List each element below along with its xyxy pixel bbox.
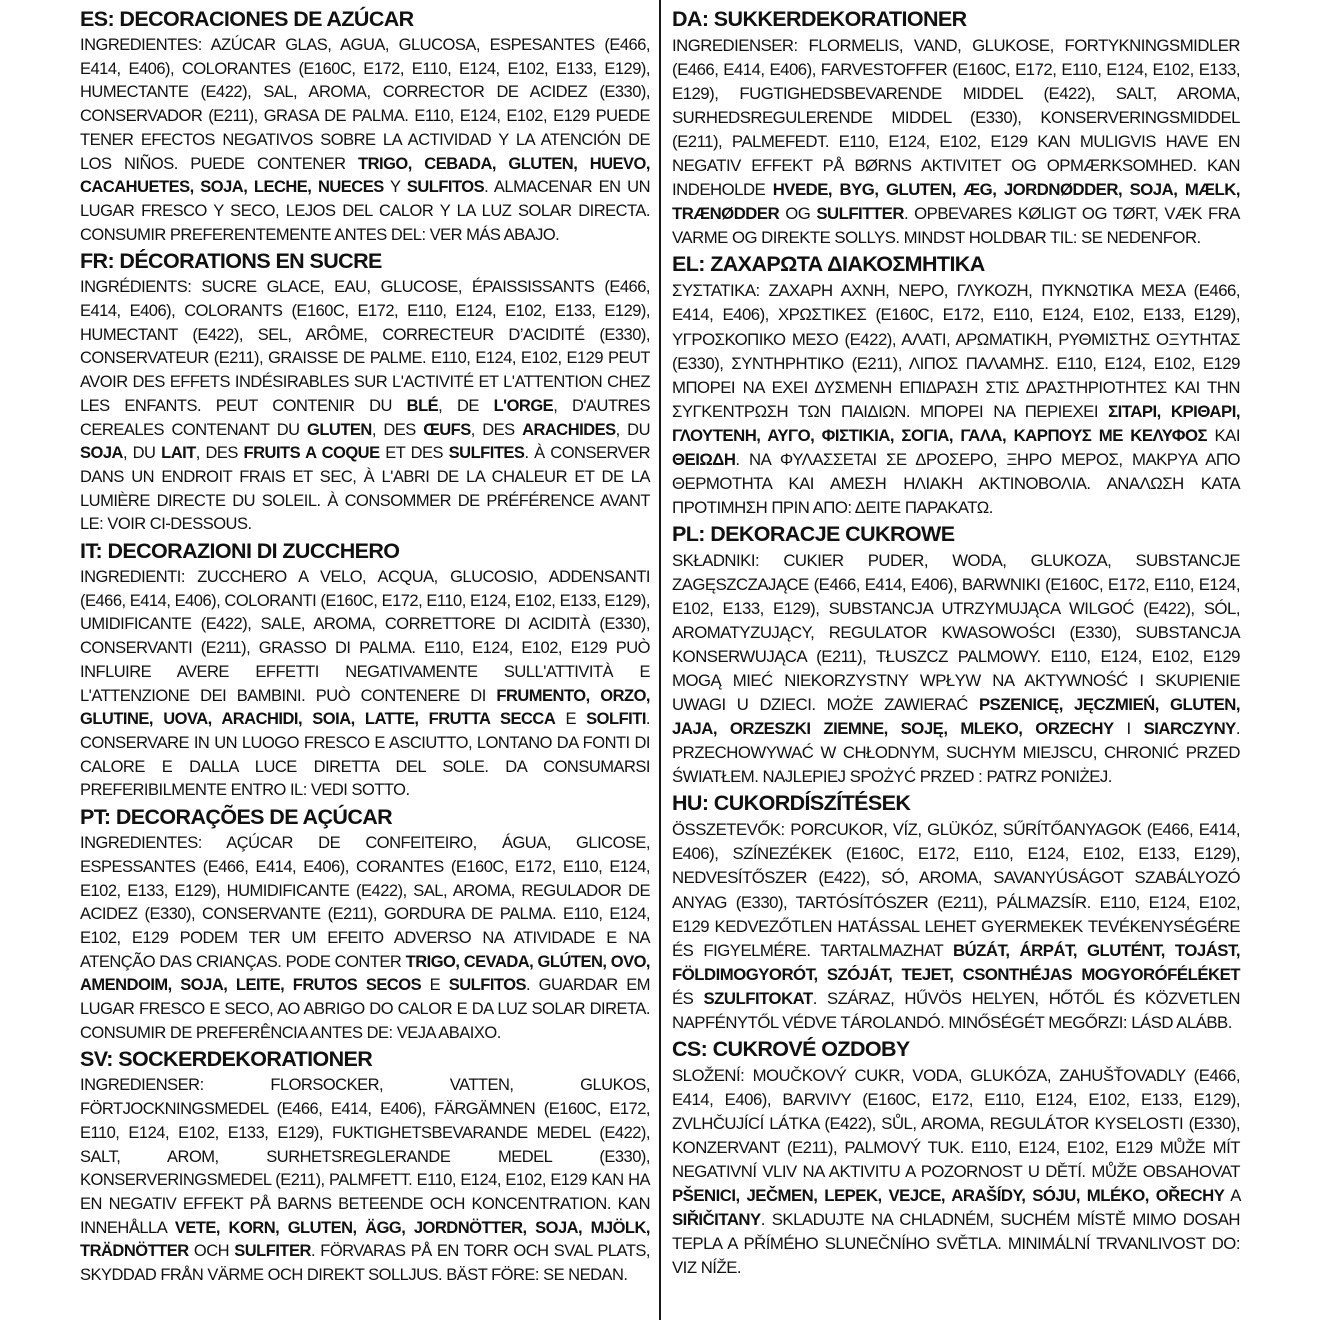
section-text-it [80,566,650,803]
ingredient-text: . À CONSERVER DANS UN ENDROIT FRAIS ET SEC, À L'ABRI DE LA CHALEUR ET DE LA LUMIÈRE DIRECTE DU SOLEIL. À CONSOMMER DE PRÉFÉRENCE AVANT LE: VOIR CI-DESSOUS. [80,444,650,534]
allergen-text: TRIGO, CEVADA, GLÚTEN, OVO, AMENDOIM, SOJA, LEITE, FRUTOS SECOS [80,952,650,995]
ingredient-text: . PRZECHOWYWAĆ W CHŁODNYM, SUCHYM MIEJSCU, CHRONIĆ PRZED ŚWIATŁEM. NAJLEPIEJ SPOŻYĆ PRZED : PATRZ PONIŻEJ. [672,719,1241,787]
language-section-da [672,6,1240,250]
section-heading-it: IT: DECORAZIONI DI ZUCCHERO [80,539,400,564]
ingredient-text: I [1113,719,1144,739]
ingredient-text: , DES [195,444,244,463]
allergen-text: HVEDE, BYG, GLUTEN, ÆG, JORDNØDDER, SOJA, MÆLK, TRÆNØDDER [672,180,1240,224]
section-heading-da: DA: SUKKERDEKORATIONER [672,7,967,31]
section-heading-sv: SV: SOCKERDEKORATIONER [80,1047,373,1072]
allergen-text: LAIT [161,444,196,463]
language-section-pt [80,804,650,1045]
right-column [672,6,1240,1281]
section-text-el [672,279,1240,519]
ingredient-text: INGREDIENSER: FLORSOCKER, VATTEN, GLUKOS, FÖRTJOCKNINGSMEDEL (E466, E414, E406), FÄRGÄMNEN (E160C, E172, E110, E124, E102, E133, E129), FUKTIGHETSBEVARANDE MEDEL (E422), SALT, AROM, SURHETSREGLERANDE MEDEL (E330), KONSERVERINGSMEDEL (E211), PALMFETT. E110, E124, E102, E129 KAN HA EN NEGATIV EFFEKT PÅ BARNS BETEENDE OCH KONCENTRATION. KAN INNEHÅLLA [80,1076,650,1237]
allergen-text: BÚZÁT, ÁRPÁT, GLUTÉNT, TOJÁST, FÖLDIMOGYORÓT, SZÓJÁT, TEJET, CSONTHÉJAS MOGYORÓFÉLÉKET [672,940,1240,984]
language-section-fr [80,248,650,537]
section-heading-pl: PL: DEKORACJE CUKROWE [672,521,955,546]
ingredient-text: OG [779,204,817,224]
allergen-text: SULFITTER [816,204,904,224]
left-column [80,6,650,1289]
section-heading-pt: PT: DECORAÇÕES DE AÇÚCAR [80,805,393,830]
ingredient-text: ET DES [379,444,449,463]
ingredient-text: . ΝΑ ΦΥΛΑΣΣΕΤΑΙ ΣΕ ΔΡΟΣΕΡΟ, ΞΗΡΟ ΜΕΡΟΣ, ΜΑΚΡΥΑ ΑΠΟ ΘΕΡΜΟΤΗΤΑ ΚΑΙ ΑΜΕΣΗ ΗΛΙΑΚΗ ΑΚΤΙΝΟΒΟΛΙΑ. ΑΝΑΛΩΣΗ ΚΑΤΑ ΠΡΟΤΙΜΗΣΗ ΠΡΙΝ ΑΠΟ: ΔΕΙΤΕ ΠΑΡΑΚΑΤΩ. [672,449,1240,517]
section-text-pl [672,549,1240,789]
section-text-hu [672,818,1240,1034]
allergen-text: SOLFITI [586,710,646,729]
ingredient-text: Y [383,178,407,197]
allergen-text: SIARCZYNY [1143,719,1236,739]
section-heading-es: ES: DECORACIONES DE AZÚCAR [80,7,414,31]
section-text-pt [80,832,650,1045]
language-section-sv [80,1046,650,1287]
allergen-text: SIŘIČITANY [672,1210,761,1230]
ingredient-text: . GUARDAR EM LUGAR FRESCO E SECO, AO ABRIGO DO CALOR E DA LUZ SOLAR DIRETA. CONSUMIR DE PREFERÊNCIA ANTES DE: VEJA ABAIXO. [80,976,650,1042]
section-heading-cs: CS: CUKROVÉ OZDOBY [672,1036,910,1061]
allergen-text: FRUMENTO, ORZO, GLUTINE, UOVA, ARACHIDI, SOIA, LATTE, FRUTTA SECCA [80,686,650,729]
allergen-text: TRIGO, CEBADA, GLUTEN, HUEVO, CACAHUETES, SOJA, LECHE, NUECES [80,154,650,197]
section-text-sv [80,1074,650,1287]
section-text-fr [80,276,650,537]
allergen-text: PSZENICĘ, JĘCZMIEŃ, GLUTEN, JAJA, ORZESZKI ZIEMNE, SOJĘ, MLEKO, ORZECHY [672,695,1240,739]
section-text-es [80,34,650,247]
ingredient-text: INGREDIENTES: AÇÚCAR DE CONFEITEIRO, ÁGUA, GLICOSE, ESPESSANTES (E466, E414, E406), CORANTES (E160C, E172, E110, E124, E102, E133, E129), HUMIDIFICANTE (E422), SAL, AROMA, REGULADOR DE ACIDEZ (E330), CONSERVANTE (E211), GORDURA DE PALMA. E110, E124, E102, E129 PODEM TER UM EFEITO ADVERSO NA ATIVIDADE E NA ATENÇÃO DAS CRIANÇAS. PODE CONTER [80,834,650,971]
ingredient-text: E [555,710,587,729]
allergen-text: PŠENICI, JEČMEN, LEPEK, VEJCE, ARAŠÍDY, SÓJU, MLÉKO, OŘECHY [672,1186,1225,1206]
section-heading-fr: FR: DÉCORATIONS EN SUCRE [80,249,382,274]
ingredient-text: . FÖRVARAS PÅ EN TORR OCH SVAL PLATS, SKYDDAD FRÅN VÄRME OCH DIREKT SOLLJUS. BÄST FÖRE: SE NEDAN. [80,1242,650,1285]
ingredient-text: ΚΑΙ [1207,425,1240,445]
allergen-text: BLÉ [406,396,439,415]
allergen-text: VETE, KORN, GLUTEN, ÄGG, JORDNÖTTER, SOJA, MJÖLK, TRÄDNÖTTER [80,1218,651,1261]
ingredient-text: INGREDIENTI: ZUCCHERO A VELO, ACQUA, GLUCOSIO, ADDENSANTI (E466, E414, E406), COLORANTI (E160C, E172, E110, E124, E102, E133, E129), UMIDIFICANTE (E422), SALE, AROMA, CORRETTORE DI ACIDITÀ (E330), CONSERVANTI (E211), GRASSO DI PALMA. E110, E124, E102, E129 PUÒ INFLUIRE AVERE EFFETTI NEGATIVAMENTE SULL'ATTIVITÀ E L'ATTENZIONE DEI BAMBINI. PUÒ CONTENERE DI [80,568,650,705]
allergen-text: SZULFITOKAT [703,988,813,1008]
ingredient-text: A [1224,1186,1240,1206]
language-section-hu [672,790,1240,1034]
ingredient-text: , DES [371,420,424,439]
section-heading-hu: HU: CUKORDÍSZÍTÉSEK [672,791,911,816]
ingredient-text: . ALMACENAR EN UN LUGAR FRESCO Y SECO, LEJOS DEL CALOR Y LA LUZ SOLAR DIRECTA. CONSUMIR PREFERENTEMENTE ANTES DEL: VER MÁS ABAJO. [80,178,651,244]
ingredient-text: . OPBEVARES KØLIGT OG TØRT, VÆK FRA VARME OG DIREKTE SOLLYS. MINDST HOLDBAR TIL: SE NEDENFOR. [672,204,1240,248]
language-section-it [80,538,650,803]
ingredient-text: . CONSERVARE IN UN LUOGO FRESCO E ASCIUTTO, LONTANO DA FONTI DI CALORE E DALLA LUCE DIRETTA DEL SOLE. DA CONSUMARSI PREFERIBILMENTE ENTRO IL: VEDI SOTTO. [80,710,650,800]
section-text-cs [672,1064,1240,1280]
section-heading-el: EL: ΖΑΧΑΡΩΤΑ ΔΙΑΚΟΣΜΗΤΙΚΑ [672,252,985,277]
allergen-text: SULFITOS [406,178,485,197]
ingredient-text: ΣΥΣΤΑΤΙΚΑ: ΖΑΧΑΡΗ ΑΧΝΗ, ΝΕΡΟ, ΓΛΥΚΟΖΗ, ΠΥΚΝΩΤΙΚΑ ΜΕΣΑ (E466, E414, E406), ΧΡΩΣΤΙΚΕΣ (E160C, E172, E110, E124, E102, E133, E129), ΥΓΡΟΣΚΟΠΙΚΟ ΜΕΣΟ (E422), ΑΛΑΤΙ, ΑΡΩΜΑΤΙΚΗ, ΡΥΘΜΙΣΤΗΣ ΟΞΥΤΗΤΑΣ (E330), ΣΥΝΤΗΡΗΤΙΚΟ (E211), ΛΙΠΟΣ ΠΑΛΑΜΗΣ. E110, E124, E102, E129 ΜΠΟΡΕΙ ΝΑ ΕΧΕΙ ΔΥΣΜΕΝΗ ΕΠΙΔΡΑΣΗ ΣΤΙΣ ΔΡΑΣΤΗΡΙΟΤΗΤΕΣ ΚΑΙ ΤΗΝ ΣΥΓΚΕΝΤΡΩΣΗ ΤΩΝ ΠΑΙΔΙΩΝ. ΜΠΟΡΕΙ ΝΑ ΠΕΡΙΕΧΕΙ [672,281,1240,421]
language-section-cs [672,1036,1240,1280]
language-section-es [80,6,650,247]
ingredient-text: INGREDIENSER: FLORMELIS, VAND, GLUKOSE, FORTYKNINGSMIDLER (E466, E414, E406), FARVESTOFFER (E160C, E172, E110, E124, E102, E133, E129), FUGTIGHEDSBEVARENDE MIDDEL (E422), SALT, AROMA, SURHEDSREGULERENDE MIDDEL (E330), KONSERVERINGSMIDDEL (E211), PALMEFEDT. E110, E124, E102, E129 KAN MULIGVIS HAVE EN NEGATIV EFFEKT PÅ BØRNS AKTIVITET OG OPMÆRKSOMHED. KAN INDEHOLDE [672,36,1240,200]
allergen-text: SULFITES [448,444,525,463]
language-section-el [672,251,1240,519]
allergen-text: FRUITS A COQUE [243,444,380,463]
allergen-text: SULFITOS [448,976,527,995]
allergen-text: L'ORGE [493,396,554,415]
ingredient-text: OCH [188,1242,235,1261]
allergen-text: ŒUFS [423,420,471,439]
allergen-text: GLUTEN [307,420,372,439]
allergen-text: SULFITER [234,1242,311,1261]
language-section-pl [672,521,1240,789]
ingredient-text: , DU [122,444,162,463]
ingredient-text: , DU [615,420,650,439]
ingredient-text: , DE [438,396,494,415]
allergen-text: ΘΕΙΩΔΗ [672,449,736,469]
ingredient-text: INGRÉDIENTS: SUCRE GLACE, EAU, GLUCOSE, ÉPAISSISSANTS (E466, E414, E406), COLORANTS (E160C, E172, E110, E124, E102, E133, E129), HUMECTANT (E422), SEL, ARÔME, CORRECTEUR D’ACIDITÉ (E330), CONSERVATEUR (E211), GRAISSE DE PALME. E110, E124, E102, E129 PEUT AVOIR DES EFFETS INDÉSIRABLES SUR L'ACTIVITÉ ET L'ATTENTION CHEZ LES ENFANTS. PEUT CONTENIR DU [80,278,650,415]
ingredient-text: E [421,976,449,995]
ingredient-text: ÖSSZETEVŐK: PORCUKOR, VÍZ, GLÜKÓZ, SŰRÍTŐANYAGOK (E466, E414, E406), SZÍNEZÉKEK (E160C, E172, E110, E124, E102, E133, E129), NEDVESÍTŐSZER (E422), SÓ, AROMA, SAVANYÚSÁGOT SZABÁLYOZÓ ANYAG (E330), TARTÓSÍTÓSZER (E211), PÁLMAZSÍR. E110, E124, E102, E129 KEDVEZŐTLEN HATÁSSAL LEHET GYERMEKEK TEVÉKENYSÉGÉRE ÉS FIGYELMÉRE. TARTALMAZHAT [672,820,1240,960]
ingredient-text: . SZÁRAZ, HŰVÖS HELYEN, HŐTŐL ÉS KÖZVETLEN NAPFÉNYTŐL VÉDVE TÁROLANDÓ. MINŐSÉGÉT MEGŐRZI: LÁSD ALÁBB. [672,988,1241,1032]
ingredient-text: , D'AUTRES CEREALES CONTENANT DU [80,396,650,439]
section-text-da [672,34,1240,250]
ingredient-text: SKŁADNIKI: CUKIER PUDER, WODA, GLUKOZA, SUBSTANCJE ZAGĘSZCZAJĄCE (E466, E414, E406), BARWNIKI (E160C, E172, E110, E124, E102, E133, E129), SUBSTANCJA UTRZYMUJĄCA WILGOĆ (E422), SÓL, AROMATYZUJĄCY, REGULATOR KWASOWOŚCI (E330), SUBSTANCJA KONSERWUJĄCA (E211), TŁUSZCZ PALMOWY. E110, E124, E102, E129 MOGĄ MIEĆ NIEKORZYSTNY WPŁYW NA AKTYWNOŚĆ I SKUPIENIE UWAGI U DZIECI. MOŻE ZAWIERAĆ [672,550,1240,715]
ingredient-text: ÉS [672,988,704,1008]
ingredient-text: , DES [470,420,523,439]
allergen-text: ΣΙΤΑΡΙ, ΚΡΙΘΑΡΙ, ΓΛΟΥΤΕΝΗ, ΑΥΓΟ, ΦΙΣΤΙΚΙΑ, ΣΟΓΙΑ, ΓΑΛΑ, ΚΑΡΠΟΥΣ ΜΕ ΚΕΛΥΦΟΣ [672,401,1240,445]
allergen-text: SOJA [80,444,123,463]
column-divider [659,0,661,1320]
allergen-text: ARACHIDES [522,420,616,439]
ingredient-text: . SKLADUJTE NA CHLADNÉM, SUCHÉM MÍSTĚ MIMO DOSAH TEPLA A PŘÍMÉHO SLUNEČNÍHO SVĚTLA. MINIMÁLNÍ TRVANLIVOST DO: VIZ NÍŽE. [672,1210,1240,1278]
ingredient-text: INGREDIENTES: AZÚCAR GLAS, AGUA, GLUCOSA, ESPESANTES (E466, E414, E406), COLORANTES (E160C, E172, E110, E124, E102, E133, E129), HUMECTANTE (E422), SAL, AROMA, CORRECTOR DE ACIDEZ (E330), CONSERVADOR (E211), GRASA DE PALMA. E110, E124, E102, E129 PUEDE TENER EFECTOS NEGATIVOS SOBRE LA ACTIVIDAD Y LA ATENCIÓN DE LOS NIÑOS. PUEDE CONTENER [80,36,650,173]
ingredient-text: SLOŽENÍ: MOUČKOVÝ CUKR, VODA, GLUKÓZA, ZAHUŠŤOVADLY (E466, E414, E406), BARVIVY (E160C, E172, E110, E124, E102, E133, E129), ZVLHČUJÍCÍ LÁTKA (E422), SŮL, AROMA, REGULÁTOR KYSELOSTI (E330), KONZERVANT (E211), PALMOVÝ TUK. E110, E124, E102, E129 MŮŽE MÍT NEGATIVNÍ VLIV NA AKTIVITU A POZORNOST U DĚTÍ. MŮŽE OBSAHOVAT [672,1065,1240,1181]
